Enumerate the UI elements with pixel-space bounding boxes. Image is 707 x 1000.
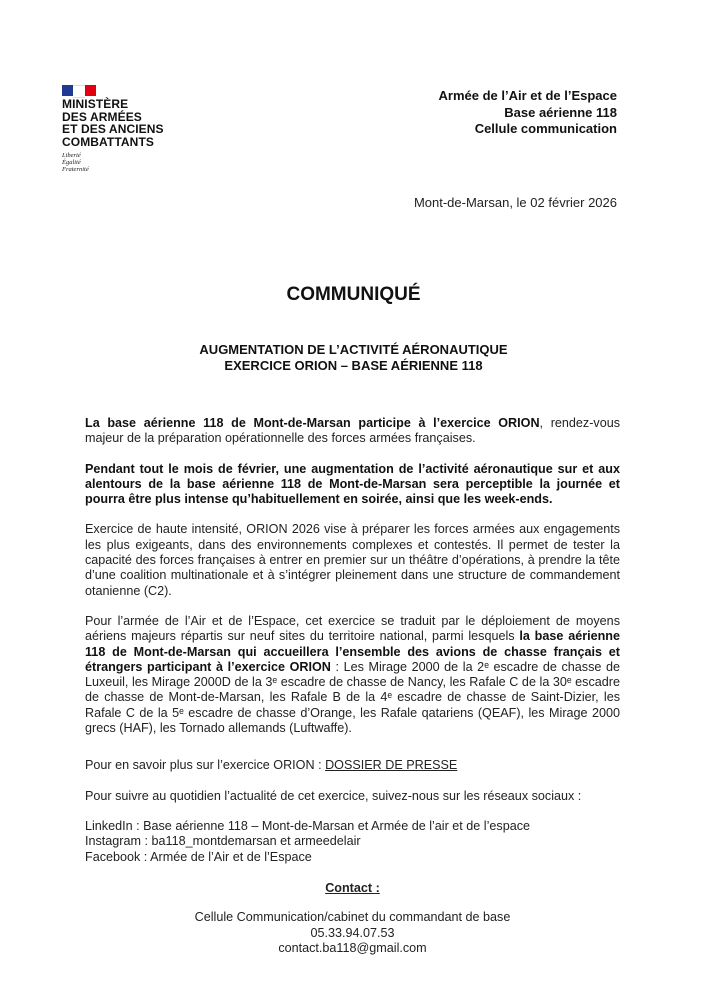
paragraph-intro [85, 416, 620, 447]
contact-email: contact.ba118@gmail.com [278, 940, 427, 955]
ministry-line: DES ARMÉES [62, 109, 142, 124]
sender-line: Cellule communication [474, 121, 617, 136]
french-flag-icon [62, 85, 96, 96]
paragraph-press [85, 758, 620, 773]
social-facebook: Facebook : Armée de l’Air et de l’Espace [85, 849, 312, 864]
paragraph-deployment [85, 614, 620, 736]
press-kit-link[interactable]: DOSSIER DE PRESSE [325, 758, 458, 773]
document-subtitle [0, 342, 707, 374]
sender-line: Armée de l’Air et de l’Espace [438, 88, 617, 103]
paragraph-social-intro: Pour suivre au quotidien l’actualité de cet exercice, suivez-nous sur les réseaux sociaux : [85, 788, 582, 803]
contact-title: Contact : [325, 881, 380, 895]
motto-line: Égalité [62, 159, 81, 166]
intro-bold-text: La base aérienne 118 de Mont-de-Marsan participe à l’exercice ORION [85, 416, 540, 430]
sender-block [439, 88, 617, 138]
document-title: COMMUNIQUÉ [286, 284, 421, 305]
republic-motto [62, 152, 202, 173]
motto-line: Liberté [62, 152, 81, 159]
ministry-line: COMBATTANTS [62, 134, 154, 149]
document-body [85, 416, 620, 865]
contact-office: Cellule Communication/cabinet du commandant de base [194, 910, 511, 925]
social-links [85, 819, 620, 865]
activity-bold-text: Pendant tout le mois de février, une augmentation de l’activité aéronautique sur et aux alentours de la base aérienne 118 de Mont-de-Marsan sera perceptible la journée et pourra être plus intense qu’habituellement en soirée, ainsi que les week-ends. [85, 461, 620, 507]
ministry-line: ET DES ANCIENS [62, 122, 164, 136]
subtitle-line: EXERCICE ORION – BASE AÉRIENNE 118 [224, 358, 483, 373]
deployment-bold-text: la base aérienne 118 de Mont-de-Marsan qui accueillera l’ensemble des avions de chasse français et étrangers participant à l’exercice ORION [85, 629, 620, 674]
sender-line: Base aérienne 118 [504, 104, 617, 120]
paragraph-activity [85, 462, 620, 508]
social-linkedin: LinkedIn : Base aérienne 118 – Mont-de-Marsan et Armée de l’air et de l’espace [85, 818, 531, 833]
paragraph-exercise: Exercice de haute intensité, ORION 2026 vise à préparer les forces armées aux engagements les plus exigeants, dans des environnements complexes et contestés. Il permet de tester la capacité des forces françaises à entrer en premier sur un théâtre d’opérations, à prendre la tête d’une coalition multinationale et à s’intégrer pleinement dans une structure de commandement otanienne (C2). [85, 522, 620, 598]
contact-phone: 05.33.94.07.53 [310, 925, 395, 940]
contact-block [85, 881, 620, 956]
ministry-logo [62, 85, 202, 173]
press-text: Pour en savoir plus sur l’exercice ORION : [85, 758, 326, 773]
ministry-line: MINISTÈRE [62, 97, 129, 111]
deployment-text: Pour l’armée de l’Air et de l’Espace, cet exercice se traduit par le déploiement de moyens aériens majeurs répartis sur neuf sites du territoire national, parmi lesquels [85, 613, 620, 644]
motto-line: Fraternité [62, 166, 89, 173]
intro-text: , rendez-vous majeur de la préparation opérationnelle des forces armées françaises. [85, 416, 621, 446]
aircraft-list-text: : Les Mirage 2000 de la 2ᵉ escadre de chasse de Luxeuil, les Mirage 2000D de la 3ᵉ escadre de chasse de Nancy, les Rafale C de la 30ᵉ escadre de chasse de Mont-de-Marsan, les Rafale B de la 4ᵉ escadre de chasse de Saint-Dizier, les Rafale C de la 5ᵉ escadre de chasse d’Orange, les Rafale qatariens (QEAF), les Mirage 2000 grecs (HAF), les Tornado allemands (Luftwaffe). [85, 659, 620, 736]
subtitle-line: AUGMENTATION DE L’ACTIVITÉ AÉRONAUTIQUE [199, 342, 508, 357]
social-instagram: Instagram : ba118_montdemarsan et armeedelair [85, 834, 361, 849]
document-date: Mont-de-Marsan, le 02 février 2026 [413, 195, 617, 210]
